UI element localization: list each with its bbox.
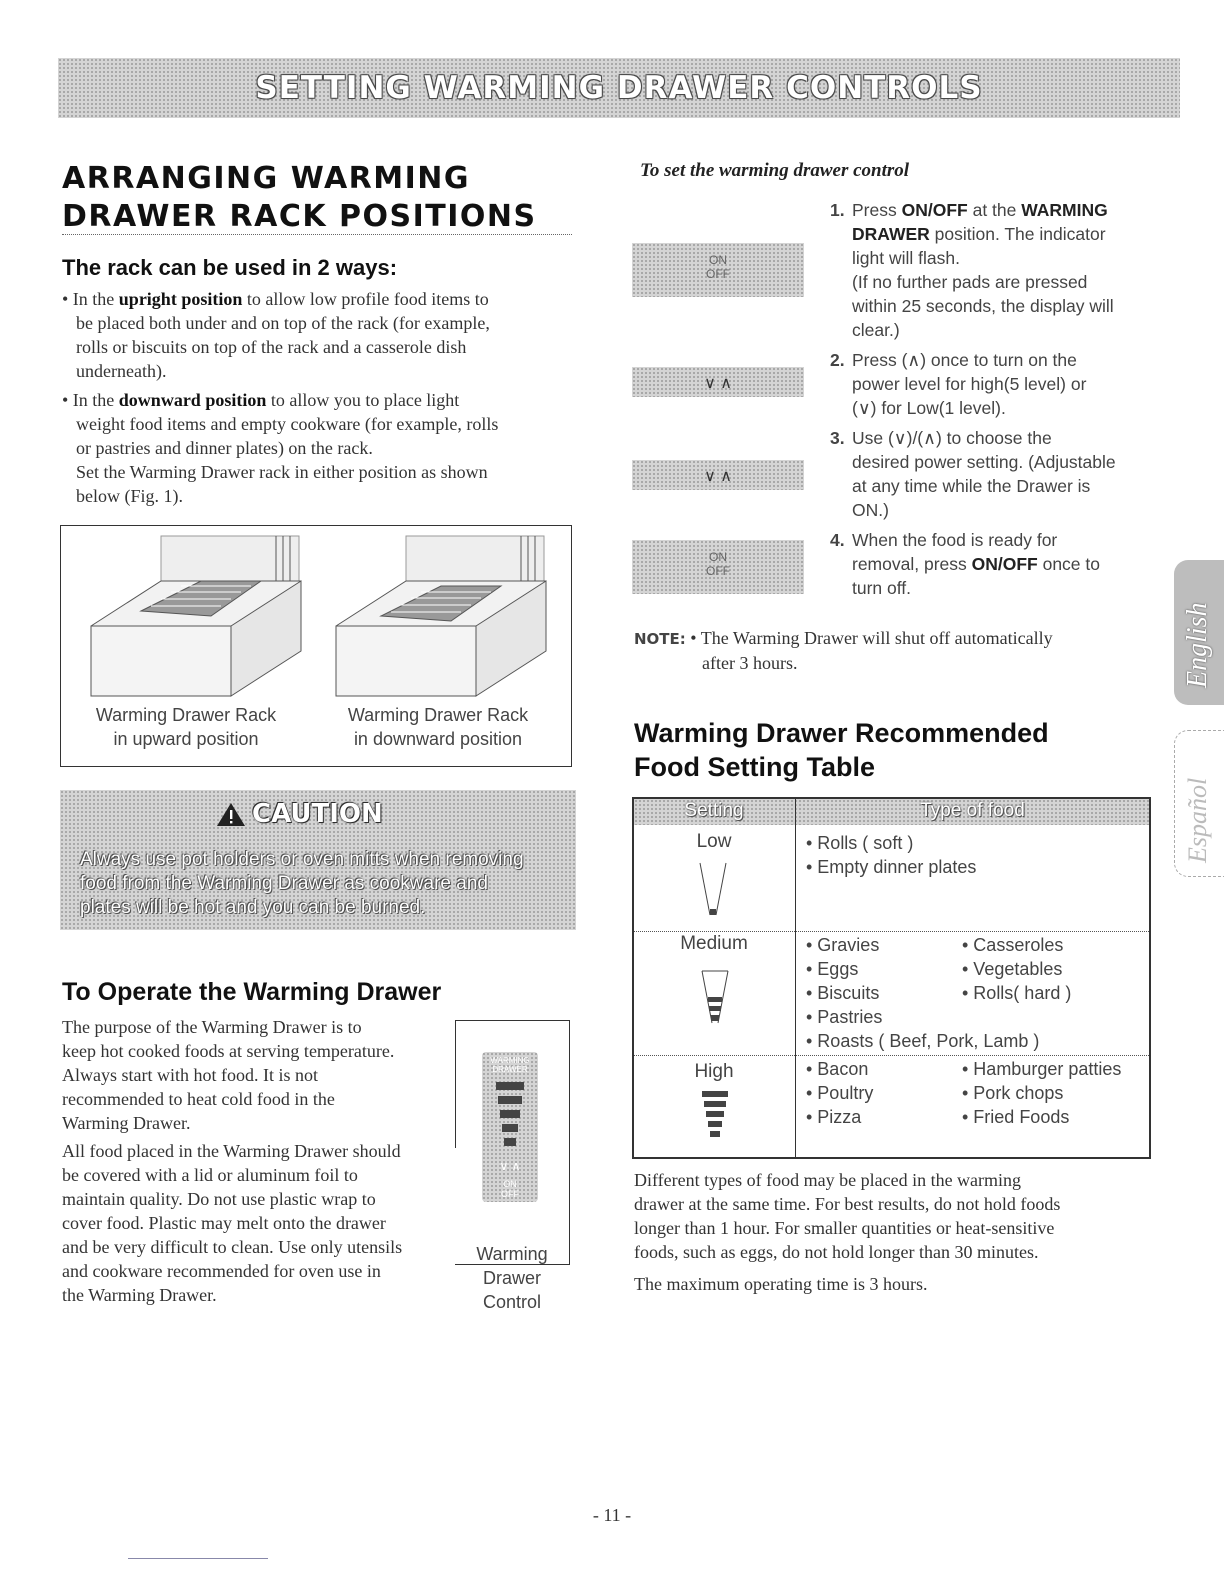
section-heading-line2: DRAWER RACK POSITIONS [62,199,537,234]
caution-title-row [216,796,383,832]
downward-rack-drawing [336,536,546,696]
drawer-rack-illustrations [61,526,571,706]
tab-english[interactable] [1174,560,1224,705]
note-label: NOTE: [634,630,686,648]
medium-foods-col2: • Casseroles • Vegetables • Rolls( hard ) [962,935,1072,1003]
max-operating-time: The maximum operating time is 3 hours. [634,1274,928,1294]
row-divider-2 [634,1055,1149,1056]
control-figure-edge [455,1020,456,1148]
page-number: - 11 - [592,1505,632,1525]
medium-level-icon [700,969,730,1029]
caution-title: CAUTION [252,799,383,829]
low-foods: • Rolls ( soft ) • Empty dinner plates [806,833,977,877]
control-caption: Warming Drawer Control [476,1244,548,1312]
set-control-heading: To set the warming drawer control [640,160,910,181]
food-table-heading: Warming Drawer Recommended Food Setting Table [634,718,1049,782]
step-3: 3. Use (∨)/(∧) to choose the desired power setting. (Adjustable at any time while the Drawer is ON.) [830,428,1116,520]
tab-english-label: English [1182,602,1213,688]
keypad-onoff-2: ON OFF [632,540,804,594]
high-foods-col1: • Bacon • Poultry • Pizza [806,1059,874,1127]
rack-bullet-downward: • In the downward position to allow you to place light weight food items and empty cookware (for example, rolls or pastries and dinner plates) on the rack. Set the Warming Drawer rack in either position as shown below (Fig. 1). [62,390,499,506]
footer-rule [128,1558,268,1559]
setting-low: Low [696,831,732,852]
section-heading-line1: ARRANGING WARMING [62,161,471,196]
caption-upward: Warming Drawer Rack in upward position [95,705,277,749]
page-title: SETTING WARMING DRAWER CONTROLS [255,70,983,106]
warning-triangle-icon [216,801,246,827]
step-2: 2. Press (∧) once to turn on the power level for high(5 level) or (∨) for Low(1 level). [830,350,1087,418]
low-level-icon [698,861,728,921]
setting-medium: Medium [680,933,748,954]
operate-heading: To Operate the Warming Drawer [62,978,442,1006]
high-level-icon [700,1089,730,1144]
table-col-divider [795,799,796,1157]
keypad-arrows-2: ∨ ∧ [632,460,804,490]
operate-text: The purpose of the Warming Drawer is to keep hot cooked foods at serving temperature. Always start with hot food. It is not recommended to heat cold food in the Warming Drawer. All food placed in the Warming Drawer should be covered with a lid or aluminum foil to maintain quality. Do not use plastic wrap to cover food. Plastic may melt onto the drawer and be very difficult to clean. Use only utensils and cookware recommended for oven use in the Warming Drawer. [62,1017,403,1305]
col-setting-header: Setting [684,800,744,821]
high-foods-col2: • Hamburger patties • Pork chops • Fried Foods [962,1059,1122,1127]
caption-downward: Warming Drawer Rack in downward position [347,705,529,749]
upward-rack-drawing [91,536,301,696]
row-divider-1 [634,931,1149,932]
heading-rule [62,234,572,235]
keypad-onoff-1: ON OFF [632,243,804,297]
warming-drawer-control-panel: WARMING DRAWER ∨ ∧ ON OFF [482,1052,538,1202]
food-setting-table [632,797,1151,1159]
medium-foods-col1: • Gravies • Eggs • Biscuits • Pastries • Roasts ( Beef, Pork, Lamb ) [806,935,1040,1051]
rack-subheading: The rack can be used in 2 ways: [62,255,398,280]
power-level-bars-icon [482,1074,538,1154]
note: NOTE: • The Warming Drawer will shut off automatically after 3 hours. [634,628,1053,673]
tab-espanol-label: Español [1183,777,1212,863]
keypad-arrows-1: ∨ ∧ [632,367,804,397]
step-4: 4. When the food is ready for removal, press ON/OFF once to turn off. [830,530,1101,598]
setting-high: High [694,1061,734,1082]
tab-espanol[interactable] [1174,730,1224,877]
rack-bullet-upright: • In the upright position to allow low profile food items to be placed both under and on top of the rack (for example, rolls or biscuits on top of the rack and a casserole dish underneath). [62,289,490,381]
table-notes: Different types of food may be placed in the warming drawer at the same time. For best results, do not hold foods longer than 1 hour. For smaller quantities or heat-sensitive foods, such as eggs, do not hold longer than 30 minutes. [634,1170,1061,1262]
col-food-header: Type of food [920,800,1025,821]
rack-figure [60,525,572,767]
caution-text: Always use pot holders or oven mitts when removing food from the Warming Drawer as cookware and plates will be hot and you can be burned. [80,849,524,918]
step-1: 1. Press ON/OFF at the WARMING DRAWER position. The indicator light will flash. (If no further pads are pressed within 25 seconds, the display will clear.) [830,200,1114,340]
